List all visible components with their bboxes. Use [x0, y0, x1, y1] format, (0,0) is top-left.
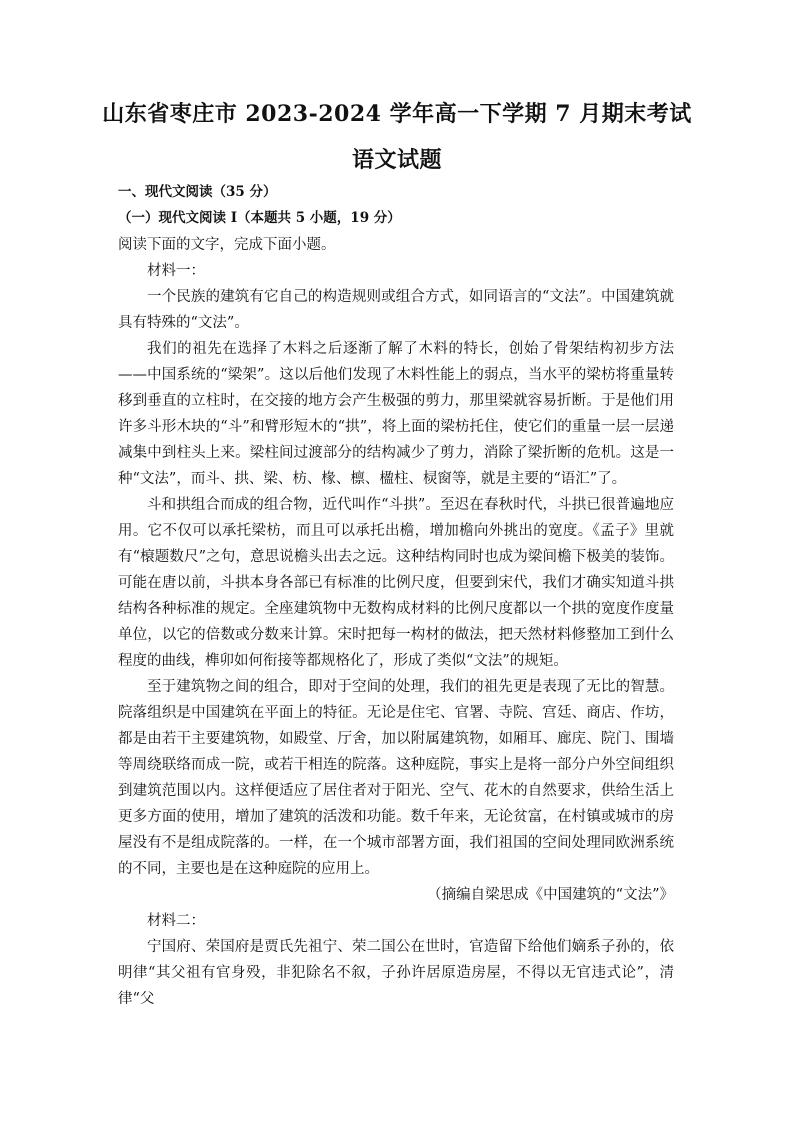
section-heading: 一、现代文阅读（35 分） — [118, 184, 277, 200]
paragraph-4: 至于建筑物之间的组合，即对于空间的处理，我们的祖先更是表现了无比的智慧。院落组织是中国建筑在平面上的特征。无论是住宅、官署、寺院、宫廷、商店、作坊，都是由若干主要建筑物，如殿堂、厅舍，加以附属建筑物，如厢耳、廊庑、院门、围墙等周绕联络而成一院，或若干相连的院落。这种庭院，事实上是将一部分户外空间组织到建筑范围以内。这样便适应了居住者对于阳光、空气、花木的自然要求，供给生活上更多方面的使用，增加了建筑的活泼和功能。数千年来，无论贫富，在村镇或城市的房屋没有不是组成院落的。一样，在一个城市部署方面，我们祖国的空间处理同欧洲系统的不同，主要也是在这种庭院的应用上。 — [118, 679, 674, 877]
document-body — [118, 232, 674, 1012]
paragraph-2: 我们的祖先在选择了木料之后逐渐了解了木料的特长，创始了骨架结构初步方法——中国系统的“梁架”。这以后他们发现了木料性能上的弱点，当水平的梁枋将重量转移到垂直的立柱时，在交接的地方会产生极强的剪力，那里梁就容易折断。于是他们用许多斗形木块的“斗”和臂形短木的“拱”，将上面的梁枋托住，使它们的重量一层一层递减集中到柱头上来。梁柱间过渡部分的结构减少了剪力，消除了梁折断的危机。这是一种“文法”，而斗、拱、梁、枋、椽、檩、楹柱、棂窗等，就是主要的“语汇”了。 — [118, 341, 674, 487]
document-title: 山东省枣庄市 2023-2024 学年高一下学期 7 月期末考试 — [102, 101, 692, 127]
paragraph-5: 宁国府、荣国府是贾氏先祖宁、荣二国公在世时，官造留下给他们嫡系子孙的，依明律“其父祖有官身殁，非犯除名不叙，子孙许居原造房屋，不得以无官违式论”，清律“父 — [118, 939, 674, 1007]
material-one-label: 材料一： — [147, 263, 205, 279]
paragraph-3: 斗和拱组合而成的组合物，近代叫作“斗拱”。至迟在春秋时代，斗拱已很普遍地应用。它不仅可以承托梁枋，而且可以承托出檐，增加檐向外挑出的宽度。《孟子》里就有“榱题数尺”之句，意思说檐头出去之远。这种结构同时也成为梁间檐下极美的装饰。可能在唐以前，斗拱本身各部已有标准的比例尺度，但要到宋代，我们才确实知道斗拱结构各种标准的规定。全座建筑物中无数构成材料的比例尺度都以一个拱的宽度作度量单位，以它的倍数或分数来计算。宋时把每一构材的做法，把天然材料修整加工到什么程度的曲线，榫卯如何衔接等都规格化了，形成了类似“文法”的规矩。 — [118, 497, 674, 669]
source-citation: （摘编自梁思成《中国建筑的“文法”》 — [427, 887, 674, 903]
material-two-label: 材料二： — [147, 913, 205, 929]
subsection-heading: （一）现代文阅读 I（本题共 5 小题，19 分） — [118, 210, 401, 226]
document-subtitle: 语文试题 — [351, 147, 442, 173]
paragraph-1: 一个民族的建筑有它自己的构造规则或组合方式，如同语言的“文法”。中国建筑就具有特殊的“文法”。 — [118, 289, 674, 331]
instruction-text: 阅读下面的文字，完成下面小题。 — [118, 237, 336, 253]
